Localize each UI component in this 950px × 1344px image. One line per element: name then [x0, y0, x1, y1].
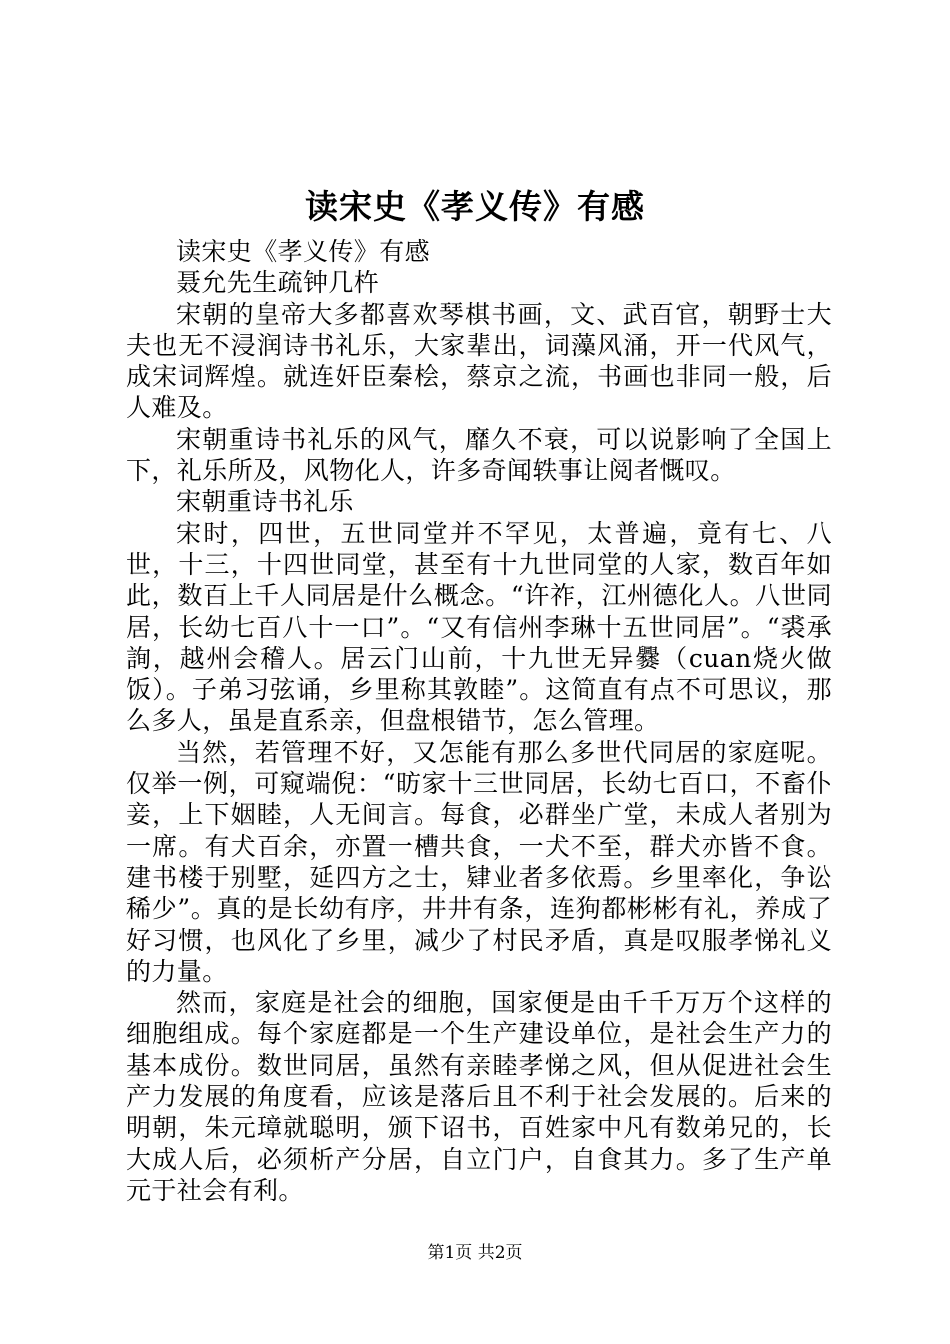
document-body [126, 236, 832, 1206]
paragraph: 然而，家庭是社会的细胞，国家便是由千千万万个这样的细胞组成。每个家庭都是一个生产建设单位，是社会生产力的基本成份。数世同居，虽然有亲睦孝悌之风，但从促进社会生产力发展的角度看，应该是落后且不利于社会发展的。后来的明朝，朱元璋就聪明，颁下诏书，百姓家中凡有数弟兄的，长大成人后，必须析产分居，自立门户，自食其力。多了生产单元于社会有利。 [126, 988, 832, 1205]
paragraph: 宋朝重诗书礼乐的风气，靡久不衰，可以说影响了全国上下，礼乐所及，风物化人，许多奇闻轶事让阅者慨叹。 [126, 424, 832, 486]
paragraph-heading: 读宋史《孝义传》有感 [176, 237, 431, 266]
paragraph: 宋朝的皇帝大多都喜欢琴棋书画，文、武百官，朝野士大夫也无不浸润诗书礼乐，大家辈出，词藻风涌，开一代风气，成宋词辉煌。就连奸臣秦桧，蔡京之流，书画也非同一般，后人难及。 [126, 299, 832, 423]
paragraph: 宋时，四世，五世同堂并不罕见，太普遍，竟有七、八世，十三，十四世同堂，甚至有十九世同堂的人家，数百年如此，数百上千人同居是什么概念。“许祚，江州德化人。八世同居，长幼七百八十一口”。“又有信州李琳十五世同居”。“裘承詢，越州会稽人。居云门山前，十九世无异爨（cuan烧火做饭）。子弟习弦诵，乡里称其敦睦”。这简直有点不可思议，那么多人，虽是直系亲，但盘根错节，怎么管理。 [126, 518, 832, 736]
page-footer: 第1页 共2页 [427, 1243, 523, 1263]
paragraph: 当然，若管理不好，又怎能有那么多世代同居的家庭呢。仅举一例，可窥端倪：“昉家十三世同居，长幼七百口，不畜仆妾，上下姻睦，人无间言。每食，必群坐广堂，未成人者别为一席。有犬百余，亦置一槽共食，一犬不至，群犬亦皆不食。建书楼于别墅，延四方之士，肄业者多依焉。乡里率化，争讼稀少”。真的是长幼有序，井井有条，连狗都彬彬有礼，养成了好习惯，也风化了乡里，减少了村民矛盾，真是叹服孝悌礼义的力量。 [126, 737, 832, 986]
document-title: 读宋史《孝义传》有感 [305, 187, 645, 226]
paragraph-subheading: 宋朝重诗书礼乐 [176, 487, 354, 517]
paragraph-author: 聂允先生疏钟几杵 [176, 268, 380, 298]
